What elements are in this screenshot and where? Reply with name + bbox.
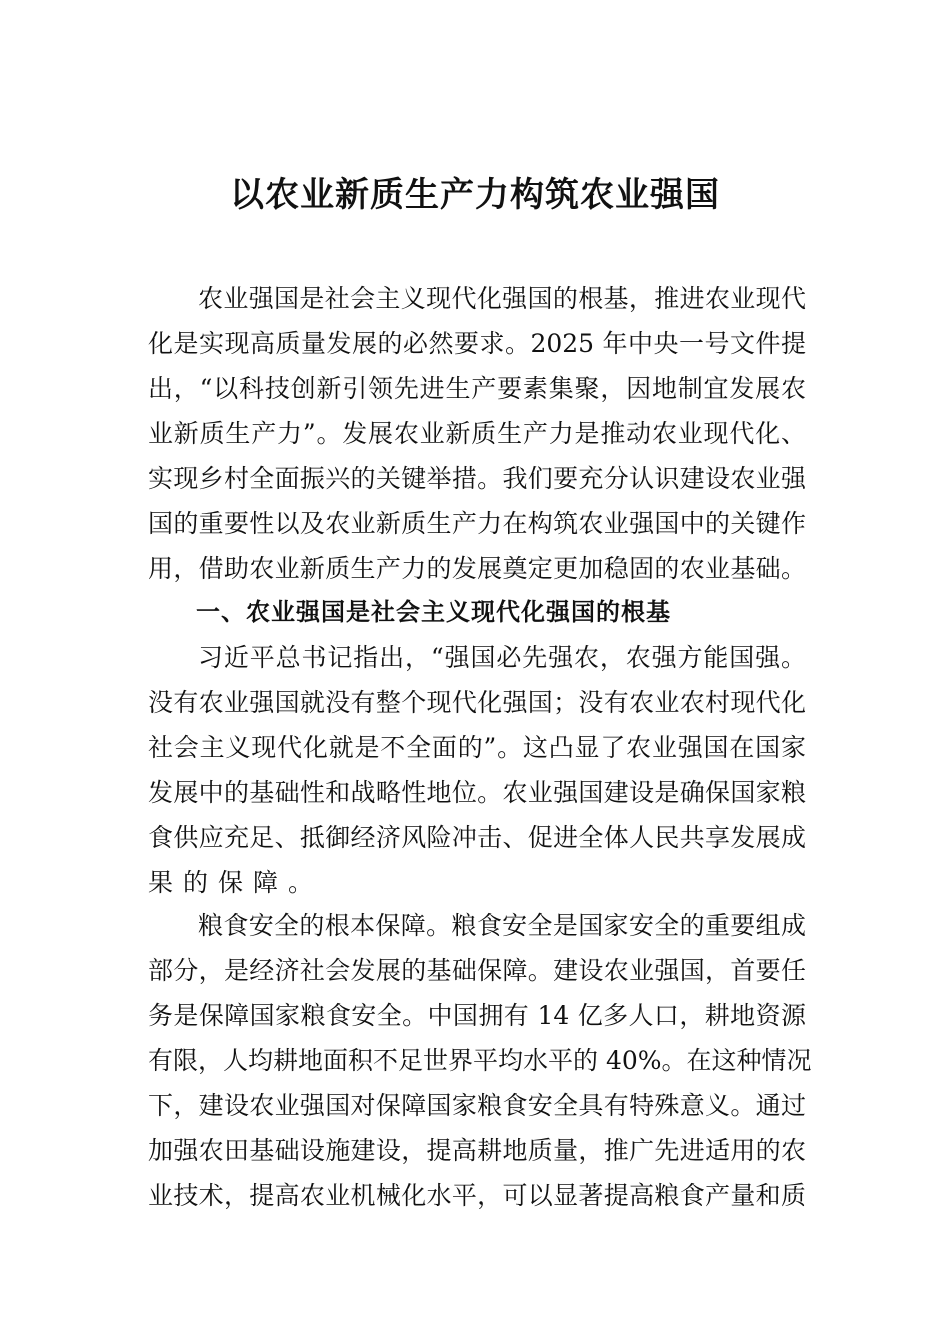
- text-line: 没有农业强国就没有整个现代化强国；没有农业农村现代化: [148, 688, 806, 717]
- text-line: 业技术，提高农业机械化水平，可以显著提高粮食产量和质: [148, 1181, 806, 1210]
- text-line: 用，借助农业新质生产力的发展奠定更加稳固的农业基础。: [148, 554, 806, 583]
- document-title: 以农业新质生产力构筑农业强国: [230, 175, 720, 215]
- text-line: 业新质生产力”。发展农业新质生产力是推动农业现代化、: [148, 419, 806, 448]
- text-line: 下，建设农业强国对保障国家粮食安全具有特殊意义。通过: [148, 1091, 806, 1120]
- text-line: 农业强国是社会主义现代化强国的根基，推进农业现代: [198, 284, 806, 313]
- text-line: 社会主义现代化就是不全面的”。这凸显了农业强国在国家: [148, 733, 806, 762]
- text-line: 部分，是经济社会发展的基础保障。建设农业强国，首要任: [148, 956, 806, 985]
- paragraph-food-security: [148, 903, 812, 1218]
- text-line: 发展中的基础性和战略性地位。农业强国建设是确保国家粮: [148, 778, 806, 807]
- text-line: 粮食安全的根本保障。粮食安全是国家安全的重要组成: [198, 911, 806, 940]
- text-line: 化是实现高质量发展的必然要求。2025 年中央一号文件提: [148, 329, 806, 358]
- text-line: 国的重要性以及农业新质生产力在构筑农业强国中的关键作: [148, 509, 806, 538]
- text-line: 食供应充足、抵御经济风险冲击、促进全体人民共享发展成: [148, 823, 806, 852]
- text-line: 习近平总书记指出，“强国必先强农，农强方能国强。: [198, 643, 806, 672]
- paragraph-quote: [148, 635, 806, 905]
- text-line: 务是保障国家粮食安全。中国拥有 14 亿多人口，耕地资源: [148, 1001, 806, 1030]
- text-line: 加强农田基础设施建设，提高耕地质量，推广先进适用的农: [148, 1136, 806, 1165]
- text-line: 实现乡村全面振兴的关键举措。我们要充分认识建设农业强: [148, 464, 806, 493]
- text-line: 出，“以科技创新引领先进生产要素集聚，因地制宜发展农: [148, 374, 806, 403]
- paragraph-intro: [148, 276, 806, 591]
- text-line: 果的保障。: [148, 868, 324, 897]
- section-heading: 一、农业强国是社会主义现代化强国的根基: [196, 598, 671, 626]
- text-line: 有限，人均耕地面积不足世界平均水平的 40%。在这种情况: [148, 1046, 812, 1075]
